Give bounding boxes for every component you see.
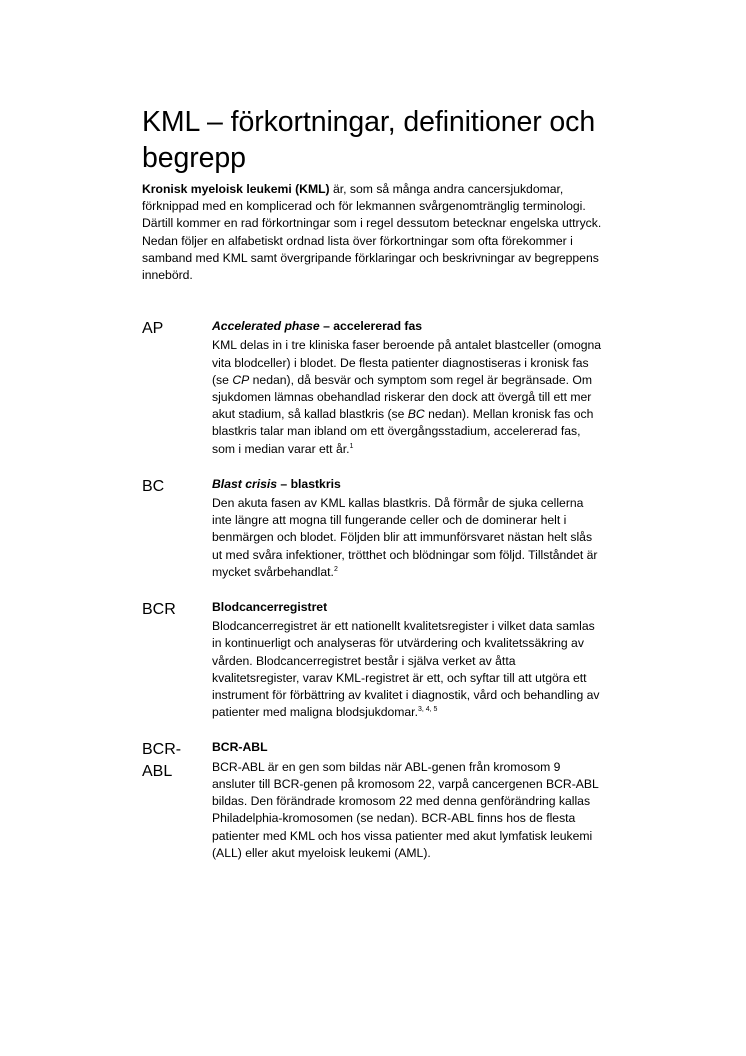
entry-heading: Blast crisis – blastkris bbox=[212, 476, 341, 491]
entry-abbreviation: AP bbox=[142, 320, 164, 338]
entry-heading: Accelerated phase – accelererad fas bbox=[212, 319, 423, 334]
entry-body bbox=[212, 599, 602, 721]
entry-body bbox=[212, 476, 602, 581]
footnote-ref: 1 bbox=[349, 442, 354, 450]
entry-ap bbox=[142, 318, 612, 458]
entry-heading: BCR-ABL bbox=[212, 740, 268, 755]
entry-bcr-abl bbox=[142, 739, 612, 861]
page-title: KML – förkortningar, definitioner och begrepp bbox=[142, 106, 596, 174]
entry-description: KML delas in i tre kliniska faser beroende på antalet blastceller (omogna vita blodceller) i blodet. De flesta patienter diagnostiseras i kronisk fas (se CP nedan), då besvär och symptom som regel är begränsade. Om sjukdomen lämnas obehandlad riskerar den dock att övergå till ett mer akut stadium, så kallad blastkris (se BC nedan). Mellan kronisk fas och blastkris talar man ibland om ett övergångsstadium, accelererad fas, som i median varar ett år.$^1$ bbox=[212, 338, 602, 456]
abbreviation-list bbox=[142, 318, 612, 862]
intro-paragraph bbox=[142, 181, 604, 284]
entry-description: Den akuta fasen av KML kallas blastkris. Då förmår de sjuka cellerna inte längre att mogna till fungerande celler och de dominerar helt i benmärgen och blodet. Följden blir att immunförsvaret nästan helt slås ut med svåra infektioner, trötthet och blödningar som följd. Tillståndet är mycket svårbehandlat.$^2$ bbox=[212, 496, 598, 579]
entry-description: BCR-ABL är en gen som bildas när ABL-genen från kromosom 9 ansluter till BCR-genen på kromosom 22, varpå cancergenen BCR-ABL bildas. Den förändrade kromosom 22 med denna genförändring kallas Philadelphia-kromosomen (se nedan). BCR-ABL finns hos de flesta patienter med KML och hos vissa patienter med akut lymfatisk leukemi (ALL) eller akut myeloisk leukemi (AML). bbox=[212, 759, 599, 860]
footnote-ref: 3, 4, 5 bbox=[417, 706, 438, 714]
footnote-ref: 2 bbox=[333, 565, 338, 573]
entry-heading: Blodcancerregistret bbox=[212, 600, 328, 615]
entry-bc bbox=[142, 476, 612, 581]
intro-text: är, som så många andra cancersjukdomar, förknippad med en komplicerad och för lekmannen svårgenomtränglig terminologi. Därtill kommer en rad förkortningar som i regel dessutom betecknar engelska uttryck. Nedan följer en alfabetiskt ordnad lista över förkortningar som ofta förekommer i samband med KML samt övergripande förklaringar och beskrivningar av begreppens innebörd. bbox=[142, 182, 602, 283]
entry-abbreviation: BC bbox=[142, 477, 165, 495]
document-page bbox=[142, 104, 612, 880]
entry-abbreviation: BCR bbox=[142, 601, 176, 619]
entry-abbreviation: BCR- ABL bbox=[142, 741, 182, 781]
intro-bold-lead: Kronisk myeloisk leukemi (KML) bbox=[142, 182, 330, 196]
entry-description: Blodcancerregistret är ett nationellt kvalitetsregister i vilket data samlas in kontinuerligt och analyseras för utvärdering och kvalitetssäkring av vården. Blodcancerregistret består i själva verket av åtta kvalitetsregister, varav KML-registret är ett, och syftar till att utgöra ett instrument för förbättring av kvalitet i diagnostik, vård och behandling av patienter med maligna blodsjukdomar.$^{3, 4, 5}$ bbox=[212, 619, 600, 720]
entry-body bbox=[212, 739, 602, 861]
entry-bcr bbox=[142, 599, 612, 721]
entry-body bbox=[212, 318, 602, 458]
